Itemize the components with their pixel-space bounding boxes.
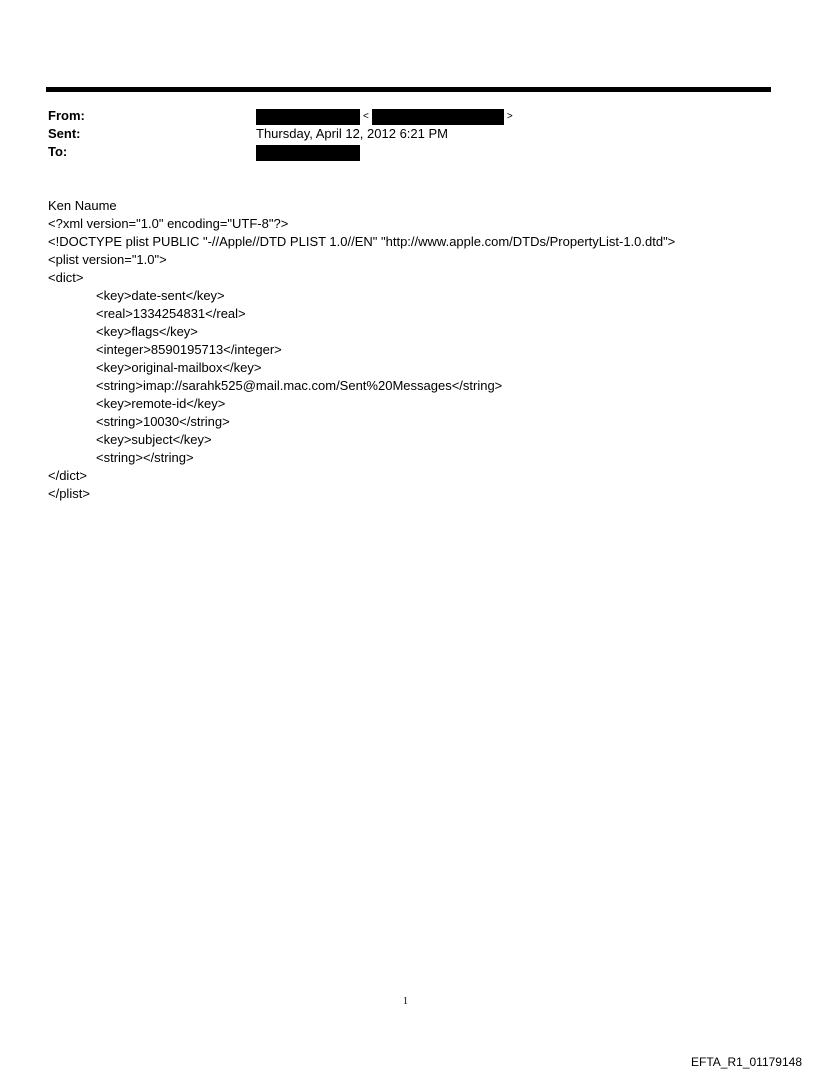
body-line: <integer>8590195713</integer>: [96, 342, 282, 357]
sent-label: Sent:: [48, 126, 81, 141]
body-line: <key>flags</key>: [96, 324, 198, 339]
header-rule: [46, 87, 771, 92]
to-value: [256, 143, 360, 161]
body-line: </dict>: [48, 468, 88, 483]
sent-value: Thursday, April 12, 2012 6:21 PM: [256, 126, 448, 141]
body-line: <string>imap://sarahk525@mail.mac.com/Sent%20Messages</string>: [96, 378, 503, 393]
body-line: </plist>: [48, 486, 90, 501]
body-line: <!DOCTYPE plist PUBLIC "-//Apple//DTD PLIST 1.0//EN" "http://www.apple.com/DTDs/PropertyList-1.0.dtd">: [48, 234, 676, 249]
from-open-bracket: <: [363, 110, 369, 122]
from-close-bracket: >: [506, 110, 513, 122]
body-line: <dict>: [48, 270, 84, 285]
redaction-block: [372, 109, 504, 125]
bates-number: EFTA_R1_01179148: [691, 1055, 802, 1069]
body-line: <key>remote-id</key>: [96, 396, 226, 411]
body-line: <string>10030</string>: [96, 414, 230, 429]
from-value: [256, 107, 516, 126]
body-line: <key>subject</key>: [96, 432, 212, 447]
body-line: Ken Naume: [48, 198, 117, 213]
redaction-block: [256, 109, 360, 125]
body-line: <plist version="1.0">: [48, 252, 167, 267]
body-line: <key>original-mailbox</key>: [96, 360, 262, 375]
from-label: From:: [48, 108, 85, 123]
to-label: To:: [48, 144, 68, 159]
body-line: <?xml version="1.0" encoding="UTF-8"?>: [48, 216, 289, 231]
body-line: <string></string>: [96, 450, 194, 465]
page-number: 1: [403, 996, 408, 1007]
body-line: <key>date-sent</key>: [96, 288, 225, 303]
redaction-block: [256, 145, 360, 161]
body-line: <real>1334254831</real>: [96, 306, 246, 321]
